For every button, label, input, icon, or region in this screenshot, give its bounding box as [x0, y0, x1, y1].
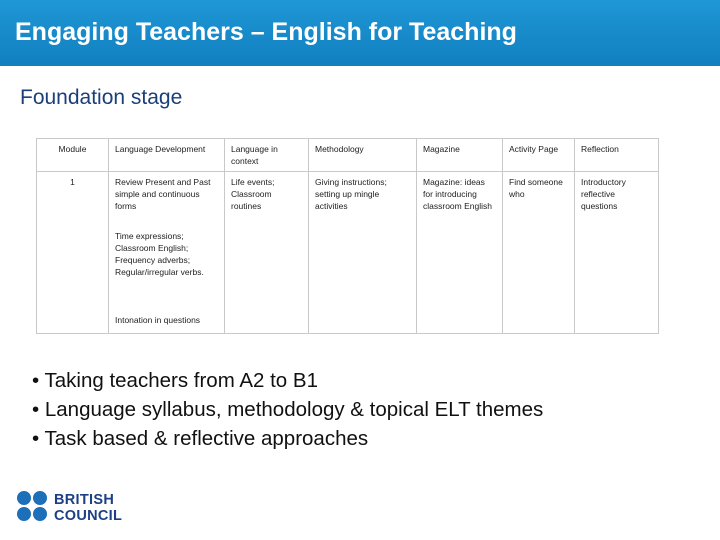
bullet-list — [32, 366, 543, 453]
cell-language-in-context: Life events; Classroom routines — [225, 172, 309, 334]
bullet-item: • Taking teachers from A2 to B1 — [32, 369, 318, 392]
language-development-item: Review Present and Past simple and continuous forms — [115, 177, 211, 211]
logo-dots-icon — [17, 491, 49, 523]
header-magazine: Magazine — [417, 139, 503, 172]
logo-wordmark — [54, 492, 122, 524]
header-language-in-context: Language in context — [225, 139, 309, 172]
table-header-row — [37, 139, 659, 172]
language-development-item: Time expressions; Classroom English; Frequency adverbs; Regular/irregular verbs. — [115, 231, 204, 277]
header-activity-page: Activity Page — [503, 139, 575, 172]
bullet-item: • Task based & reflective approaches — [32, 427, 369, 450]
header-methodology: Methodology — [309, 139, 417, 172]
header-language-development: Language Development — [109, 139, 225, 172]
header-reflection: Reflection — [575, 139, 659, 172]
logo-line-1: BRITISH — [54, 492, 115, 508]
title-bar — [0, 0, 720, 66]
cell-magazine: Magazine: ideas for introducing classroom English — [417, 172, 503, 334]
cell-reflection: Introductory reflective questions — [575, 172, 659, 334]
table-row — [37, 172, 659, 334]
bullet-item: • Language syllabus, methodology & topical ELT themes — [32, 398, 544, 421]
page-title: Engaging Teachers – English for Teaching — [15, 18, 517, 46]
cell-language-development — [109, 172, 225, 334]
syllabus-table — [36, 138, 659, 334]
section-subtitle: Foundation stage — [20, 86, 183, 109]
cell-activity-page: Find someone who — [503, 172, 575, 334]
cell-methodology: Giving instructions; setting up mingle activities — [309, 172, 417, 334]
language-development-item: Intonation in questions — [115, 315, 201, 325]
british-council-logo — [17, 491, 147, 527]
logo-line-2: COUNCIL — [54, 508, 123, 524]
cell-module: 1 — [37, 172, 109, 334]
header-module: Module — [37, 139, 109, 172]
